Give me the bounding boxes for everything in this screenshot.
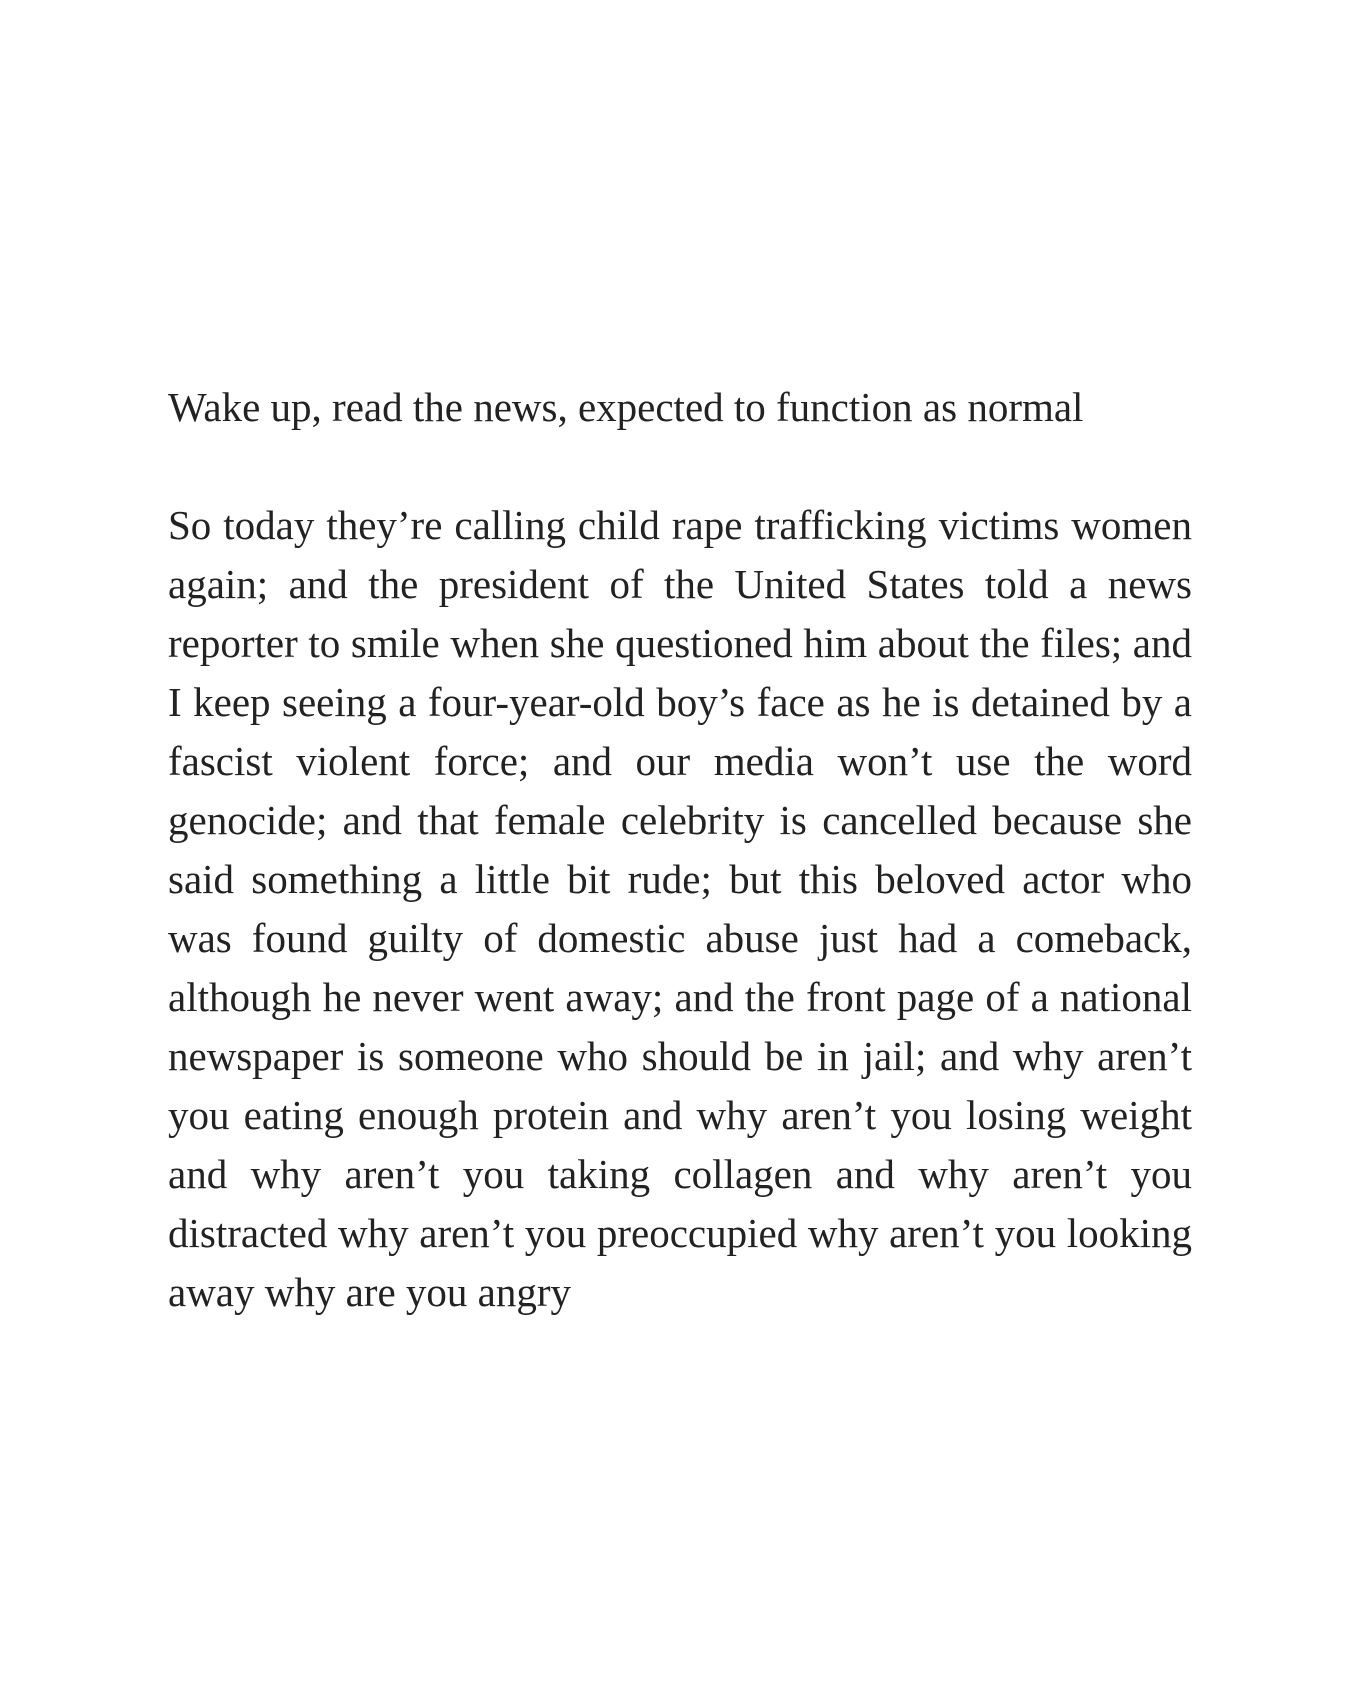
text-block [168,378,1192,1322]
document-body: So today they’re calling child rape trafficking victims women again; and the president of the United States told a news reporter to smile when she questioned him about the files; and I keep seeing a four-year-old boy’s face as he is detained by a fascist violent force; and our media won’t use the word genocide; and that female celebrity is cancelled because she said something a little bit rude; but this beloved actor who was found guilty of domestic abuse just had a comeback, although he never went away; and the front page of a national newspaper is someone who should be in jail; and why aren’t you eating enough protein and why aren’t you losing weight and why aren’t you taking collagen and why aren’t you distracted why aren’t you preoccupied why aren’t you looking away why are you angry [168,502,1192,1315]
document-title: Wake up, read the news, expected to function as normal [168,384,1084,430]
